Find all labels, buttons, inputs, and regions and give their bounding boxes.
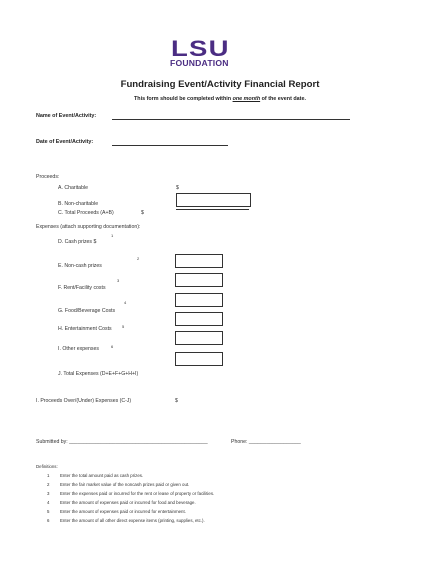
definitions-heading: Definitions: — [36, 464, 58, 469]
phone-field[interactable]: Phone: __________________ — [231, 439, 301, 445]
entertainment-amount-box[interactable] — [175, 331, 223, 345]
definition-text: Enter the amount of expenses paid or incurred for food and beverage. — [60, 500, 196, 505]
rent-facility-box[interactable] — [175, 273, 223, 287]
food-beverage-footnote: 4 — [124, 300, 127, 305]
other-expenses-label: I. Other expenses — [58, 346, 99, 352]
submitted-by-field[interactable]: Submitted by: ________________________________________________ — [36, 439, 208, 445]
definition-number: 4 — [47, 500, 50, 505]
entertainment-label: H. Entertainment Costs — [58, 326, 112, 332]
definition-number: 2 — [47, 482, 50, 487]
other-expenses-box[interactable] — [175, 352, 223, 366]
rent-facility-label: F. Rent/Facility costs — [58, 285, 106, 291]
total-proceeds-dollar-sign: $ — [141, 210, 144, 216]
foundation-logo-text: FOUNDATION — [170, 58, 229, 68]
lsu-logo: LSU — [171, 36, 230, 61]
expenses-heading: Expenses (attach supporting documentation): — [36, 224, 141, 230]
net-proceeds-dollar-sign: $ — [175, 398, 178, 404]
charitable-dollar-sign: $ — [176, 185, 179, 191]
entertainment-footnote: 5 — [122, 324, 125, 329]
definition-text: Enter the total amount paid as cash prizes. — [60, 473, 144, 478]
form-subtitle — [0, 96, 440, 102]
event-name-label: Name of Event/Activity: — [36, 113, 97, 119]
rent-facility-footnote: 3 — [117, 278, 120, 283]
total-proceeds-label: C. Total Proceeds (A+B) — [58, 210, 114, 216]
form-title: Fundraising Event/Activity Financial Report — [120, 79, 320, 90]
definition-number: 5 — [47, 509, 50, 514]
definition-number: 3 — [47, 491, 50, 496]
definition-text: Enter the amount of all other direct expense items (printing, supplies, etc.). — [60, 518, 205, 523]
event-name-field[interactable] — [112, 119, 350, 120]
net-proceeds-label: I. Proceeds Over/(Under) Expenses (C-J) — [36, 398, 132, 404]
definition-text: Enter the expenses paid or incurred for the rent or lease of property or facilities. — [60, 491, 215, 496]
noncash-prizes-box[interactable] — [175, 254, 223, 268]
total-expenses-label: J. Total Expenses (D+E+F+G+H+I) — [58, 371, 139, 377]
proceeds-noncharitable-label: B. Non-charitable — [58, 201, 99, 207]
noncharitable-amount-field[interactable] — [176, 209, 249, 210]
subtitle-pre: This form should be completed within — [134, 96, 233, 102]
food-beverage-label: G. Food/Beverage Costs — [58, 308, 116, 314]
definition-number: 1 — [47, 473, 50, 478]
definition-text: Enter the fair market value of the noncash prizes paid or given out. — [60, 482, 190, 487]
noncash-prizes-label: E. Non-cash prizes — [58, 263, 102, 269]
entertainment-box[interactable] — [175, 312, 223, 326]
charitable-amount-box[interactable] — [176, 193, 251, 207]
noncash-prizes-footnote: 2 — [137, 256, 140, 261]
definition-number: 6 — [47, 518, 50, 523]
proceeds-charitable-label: A. Charitable — [58, 185, 88, 191]
cash-prizes-label: D. Cash prizes $ — [58, 239, 97, 245]
cash-prizes-footnote: 1 — [111, 233, 114, 238]
proceeds-heading: Proceeds: — [36, 174, 60, 180]
food-beverage-box[interactable] — [175, 293, 223, 307]
subtitle-post: of the event date. — [260, 96, 306, 102]
other-expenses-footnote: 6 — [111, 344, 114, 349]
event-date-label: Date of Event/Activity: — [36, 139, 94, 145]
subtitle-emphasis: one month — [232, 96, 261, 102]
definition-text: Enter the amount of expenses paid or incurred for entertainment. — [60, 509, 186, 514]
event-date-field[interactable] — [112, 145, 228, 146]
